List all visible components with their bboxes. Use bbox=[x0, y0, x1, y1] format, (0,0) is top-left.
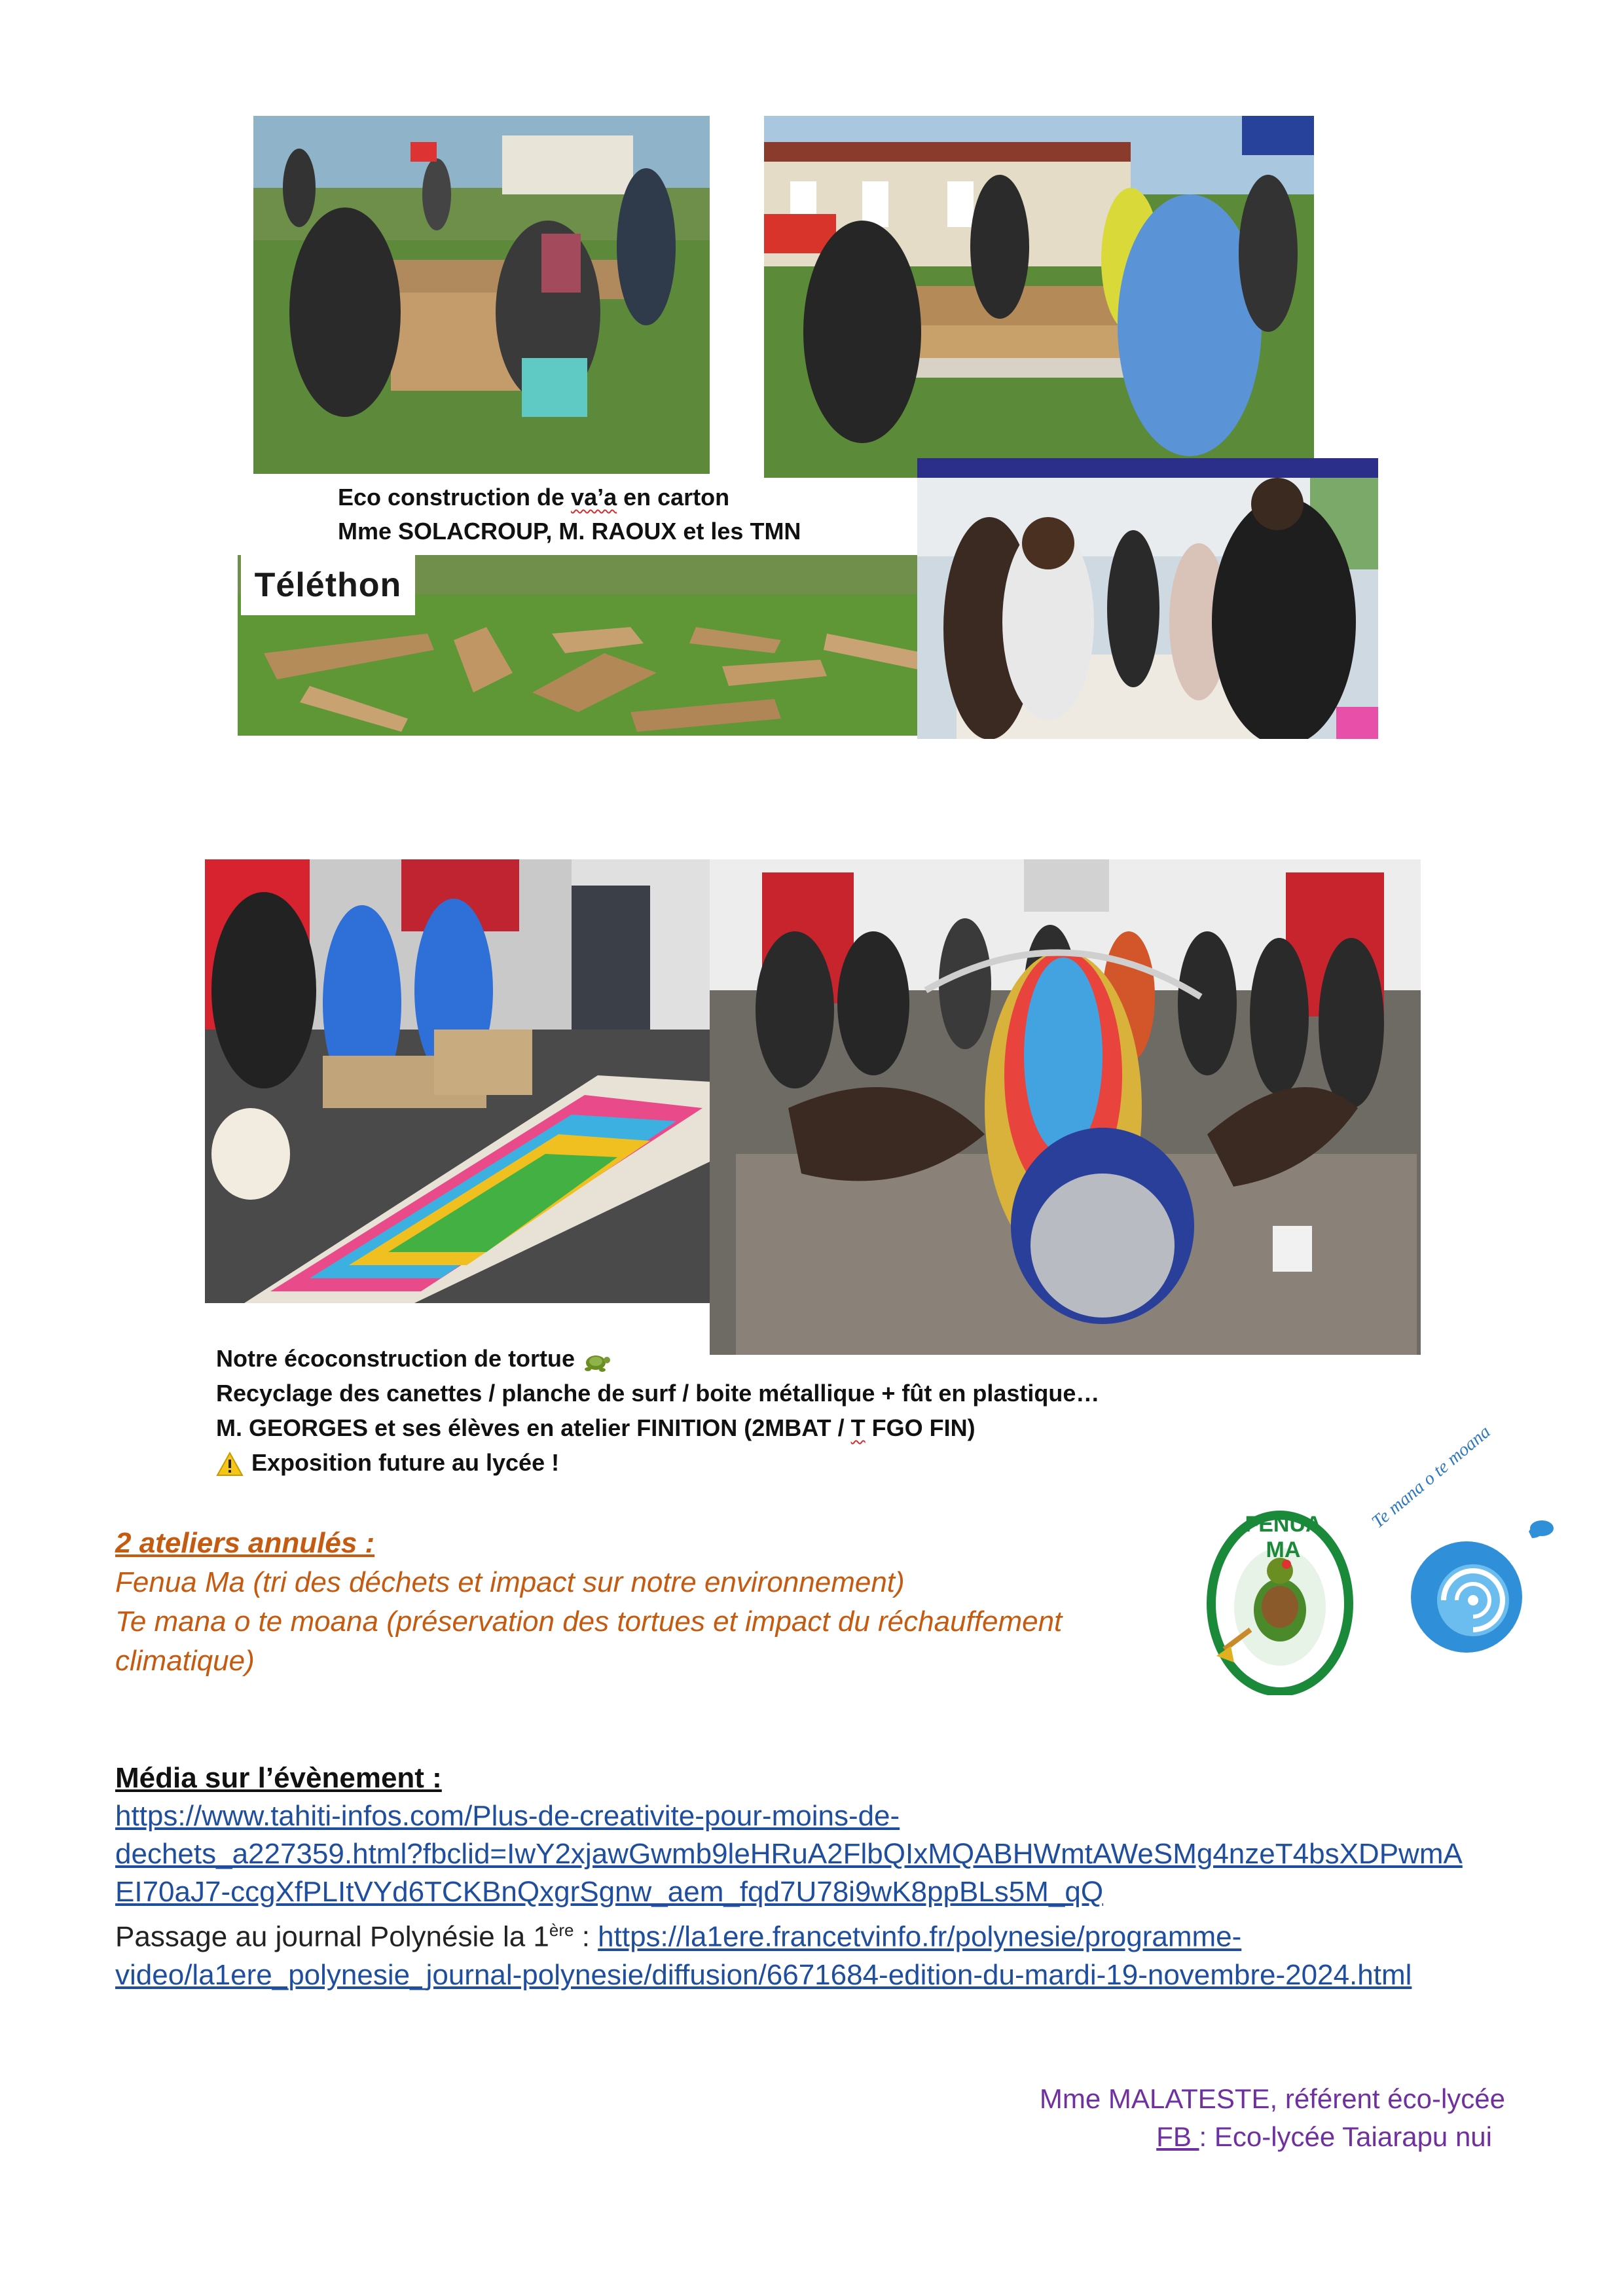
ateliers-title: 2 ateliers annulés : bbox=[115, 1527, 375, 1559]
te-mana-o-te-moana-logo bbox=[1368, 1422, 1558, 1662]
link-tahiti-infos-3[interactable]: EI70aJ7-ccgXfPLItVYd6TCKBnQxgrSgnw_aem_fqd7U78i9wK8ppBLs5M_qQ bbox=[115, 1876, 1104, 1908]
photo-students-cardboard-table bbox=[764, 116, 1314, 478]
signature-line2: FB : Eco-lycée Taiarapu nui bbox=[1156, 2121, 1492, 2152]
ateliers-line1: Fenua Ma (tri des déchets et impact sur notre environnement) bbox=[115, 1566, 905, 1598]
ateliers-line2: Te mana o te moana (préservation des tortues et impact du réchauffement bbox=[115, 1605, 1063, 1638]
media-block bbox=[115, 1759, 1516, 1994]
caption-tortue-line2: Recyclage des canettes / planche de surf / boite métallique + fût en plastique… bbox=[216, 1380, 1100, 1407]
ateliers-block bbox=[115, 1524, 1163, 1681]
warning-icon bbox=[216, 1452, 244, 1477]
passage-line: Passage au journal Polynésie la 1ère : https://la1ere.francetvinfo.fr/polynesie/programme- bbox=[115, 1920, 1242, 1953]
fb-link[interactable]: FB bbox=[1156, 2121, 1199, 2152]
link-tahiti-infos-1[interactable]: https://www.tahiti-infos.com/Plus-de-creativite-pour-moins-de- bbox=[115, 1800, 900, 1832]
telethon-logo-text: Téléthon bbox=[254, 566, 402, 604]
photo-turtle-sculpture bbox=[710, 859, 1421, 1355]
media-title: Média sur l’évènement : bbox=[115, 1762, 442, 1794]
link-la1ere-2[interactable]: video/la1ere_polynesie_journal-polynesie/diffusion/6671684-edition-du-mardi-19-novembre-2024.html bbox=[115, 1958, 1412, 1991]
ateliers-line3: climatique) bbox=[115, 1645, 255, 1677]
photo-students-assembling bbox=[917, 458, 1378, 739]
telethon-logo bbox=[241, 555, 415, 615]
caption-tortue-line4: Exposition future au lycée ! bbox=[216, 1446, 559, 1480]
link-tahiti-infos-2[interactable]: dechets_a227359.html?fbclid=IwY2xjawGwmb9leHRuA2FlbQIxMQABHWmtAWeSMg4nzeT4bsXDPwmA bbox=[115, 1838, 1463, 1870]
caption-vaa-line1: Eco construction de va’a en carton bbox=[338, 484, 730, 511]
caption-vaa-line2: Mme SOLACROUP, M. RAOUX et les TMN bbox=[338, 518, 801, 545]
caption-vaa-word: va’a bbox=[571, 484, 617, 511]
te-mana-logo-text: Te mana o te moana bbox=[1368, 1422, 1495, 1533]
fenua-ma-logo-text: FENUA MA bbox=[1245, 1512, 1322, 1562]
caption-tortue-line3: M. GEORGES et ses élèves en atelier FINITION (2MBAT / T FGO FIN) bbox=[216, 1414, 976, 1441]
photo-can-mosaic-table bbox=[205, 859, 712, 1303]
caption-tortue-line1: Notre écoconstruction de tortue bbox=[216, 1342, 611, 1376]
fenua-ma-logo bbox=[1205, 1499, 1355, 1695]
turtle-icon bbox=[581, 1348, 611, 1372]
link-la1ere-1[interactable]: https://la1ere.francetvinfo.fr/polynesie/programme- bbox=[598, 1920, 1242, 1953]
photo-students-building-vaa bbox=[253, 116, 710, 474]
signature-line1: Mme MALATESTE, référent éco-lycée bbox=[1039, 2083, 1505, 2114]
